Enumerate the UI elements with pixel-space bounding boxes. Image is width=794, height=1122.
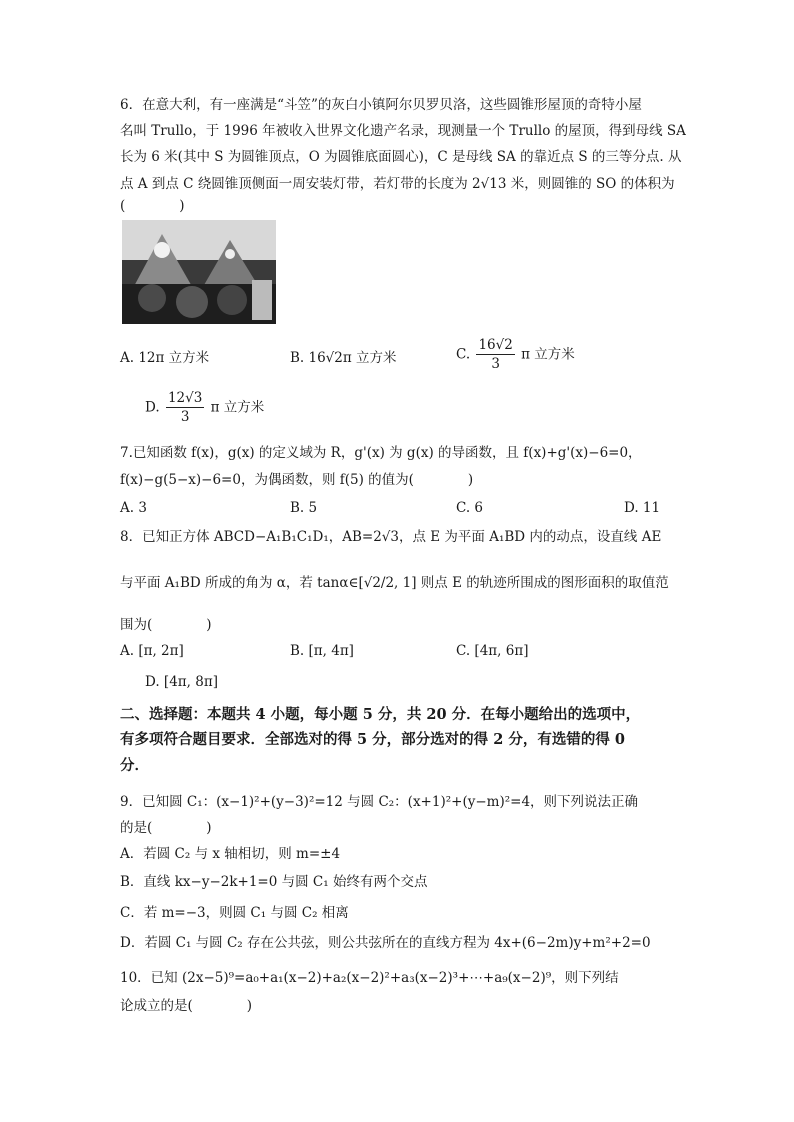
q8-option-a: A. [π, 2π] [120,643,184,659]
q9-line-2: 的是( ) [120,820,212,836]
q6-option-d-denominator: 3 [180,409,190,425]
q8-line-1: 8．已知正方体 ABCD−A₁B₁C₁D₁，AB=2√3，点 E 为平面 A₁BD 内的动点，设直线 AE [120,529,662,545]
q6-option-b: B. 16√2π 立方米 [290,350,397,366]
q6-line-1: 6．在意大利，有一座满是“斗笠”的灰白小镇阿尔贝罗贝洛，这些圆锥形屋顶的奇特小屋 [120,97,642,113]
q8-option-c: C. [4π, 6π] [456,643,529,659]
section2-line-2: 有多项符合题目要求．全部选对的得 5 分，部分选对的得 2 分，有选错的得 0 [120,731,626,748]
q6-option-c-label: C. [456,346,471,363]
q6-option-c-tail: π 立方米 [521,346,575,363]
section2-line-3: 分． [120,757,149,774]
q6-line-4: 点 A 到点 C 绕圆锥顶侧面一周安装灯带，若灯带的长度为 2√13 米，则圆锥的 SO 的体积为 [120,176,675,192]
q10-line-1: 10．已知 (2x−5)⁹=a₀+a₁(x−2)+a₂(x−2)²+a₃(x−2)³+⋯+a₉(x−2)⁹，则下列结 [120,970,619,986]
q6-option-d-numerator: 12√3 [167,390,203,406]
q7-line-1: 7.已知函数 f(x)，g(x) 的定义域为 R，g'(x) 为 g(x) 的导函数，且 f(x)+g'(x)−6=0， [120,445,642,461]
q9-line-1: 9．已知圆 C₁：(x−1)²+(y−3)²=12 与圆 C₂：(x+1)²+(y−m)²=4，则下列说法正确 [120,794,639,810]
q8-line-3: 围为( ) [120,617,212,633]
q10-line-2: 论成立的是( ) [120,998,253,1014]
q6-line-3: 长为 6 米(其中 S 为圆锥顶点，O 为圆锥底面圆心)，C 是母线 SA 的靠近点 S 的三等分点. 从 [120,149,682,165]
q6-line-2: 名叫 Trullo，于 1996 年被收入世界文化遗产名录，现测量一个 Trullo 的屋顶，得到母线 SA [120,123,686,139]
q8-option-d: D. [4π, 8π] [145,674,218,690]
q6-option-d-fraction [166,389,204,426]
section2-line-1: 二、选择题：本题共 4 小题，每小题 5 分，共 20 分．在每小题给出的选项中， [120,706,641,723]
trullo-photo-image [122,220,276,324]
q7-option-d: D. 11 [624,500,661,516]
q8-line-2: 与平面 A₁BD 所成的角为 α，若 tanα∈[√2/2, 1] 则点 E 的轨迹所围成的图形面积的取值范 [120,575,669,591]
q8-option-b: B. [π, 4π] [290,643,354,659]
q6-line-5: ( ) [120,198,185,214]
q6-option-c-numerator: 16√2 [478,337,513,353]
q7-line-2: f(x)−g(5−x)−6=0，为偶函数，则 f(5) 的值为( ) [120,472,474,488]
q6-option-d-label: D. [145,399,160,416]
q7-option-c: C. 6 [456,500,484,516]
q6-option-c [456,336,575,373]
q7-option-a: A. 3 [120,500,147,516]
q6-option-d [145,389,264,426]
q6-option-c-denominator: 3 [491,356,500,372]
trullo-photo [122,220,276,324]
q6-option-c-fraction [476,336,514,373]
q9-option-a: A．若圆 C₂ 与 x 轴相切，则 m=±4 [120,846,341,862]
q6-option-a: A. 12π 立方米 [120,350,210,366]
q9-option-b: B．直线 kx−y−2k+1=0 与圆 C₁ 始终有两个交点 [120,874,428,890]
q7-option-b: B. 5 [290,500,318,516]
q9-option-c: C．若 m=−3，则圆 C₁ 与圆 C₂ 相离 [120,905,349,921]
q9-option-d: D．若圆 C₁ 与圆 C₂ 存在公共弦，则公共弦所在的直线方程为 4x+(6−2m)y+m²+2=0 [120,935,651,951]
q6-option-d-tail: π 立方米 [210,399,265,416]
